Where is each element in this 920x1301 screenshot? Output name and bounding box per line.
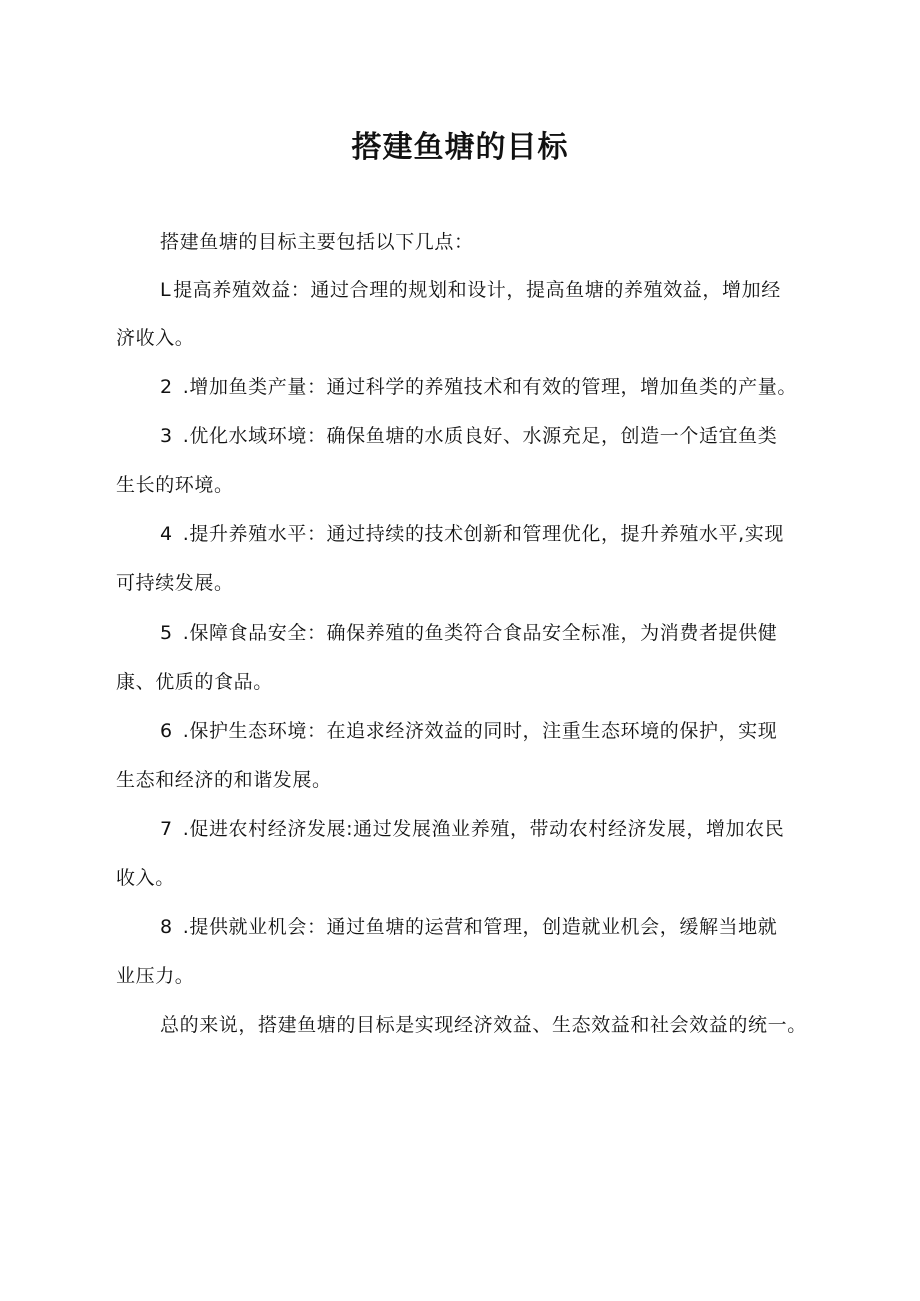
item-number: 6 (160, 720, 173, 742)
item-number: 2 (160, 376, 173, 398)
item-number: 4 (160, 523, 173, 545)
list-item-8-continuation: 业压力。 (116, 965, 195, 987)
item-text: .促进农村经济发展:通过发展渔业养殖，带动农村经济发展，增加农民 (182, 818, 785, 840)
list-item-1-continuation: 济收入。 (116, 327, 195, 349)
list-item-3-continuation: 生长的环境。 (116, 474, 234, 496)
list-item-4 (160, 521, 784, 547)
item-text: .保护生态环境：在追求经济效益的同时，注重生态环境的保护，实现 (182, 720, 778, 742)
list-item-4-continuation: 可持续发展。 (116, 572, 234, 594)
list-item-1 (160, 277, 781, 303)
item-text: .优化水域环境：确保鱼塘的水质良好、水源充足，创造一个适宜鱼类 (182, 425, 778, 447)
item-number: 7 (160, 818, 173, 840)
item-text: 提高养殖效益：通过合理的规划和设计，提高鱼塘的养殖效益，增加经 (173, 279, 781, 301)
conclusion-paragraph: 总的来说，搭建鱼塘的目标是实现经济效益、生态效益和社会效益的统一。 (160, 1014, 807, 1036)
list-item-8 (160, 914, 777, 940)
list-item-5 (160, 620, 777, 646)
item-text: .保障食品安全：确保养殖的鱼类符合食品安全标准，为消费者提供健 (182, 622, 778, 644)
item-number: 5 (160, 622, 173, 644)
item-text: .提供就业机会：通过鱼塘的运营和管理，创造就业机会，缓解当地就 (182, 916, 778, 938)
page-title: 搭建鱼塘的目标 (351, 130, 569, 165)
item-number: 3 (160, 425, 173, 447)
intro-paragraph: 搭建鱼塘的目标主要包括以下几点： (160, 231, 474, 253)
item-number: L (160, 279, 172, 301)
list-item-3 (160, 423, 777, 449)
list-item-7-continuation: 收入。 (116, 867, 175, 889)
item-text: .增加鱼类产量：通过科学的养殖技术和有效的管理，增加鱼类的产量。 (182, 376, 797, 398)
list-item-7 (160, 816, 784, 842)
list-item-6-continuation: 生态和经济的和谐发展。 (116, 769, 332, 791)
item-number: 8 (160, 916, 173, 938)
item-text: .提升养殖水平：通过持续的技术创新和管理优化，提升养殖水平,实现 (182, 523, 784, 545)
list-item-2 (160, 374, 797, 400)
list-item-5-continuation: 康、优质的食品。 (116, 671, 273, 693)
list-item-6 (160, 718, 777, 744)
